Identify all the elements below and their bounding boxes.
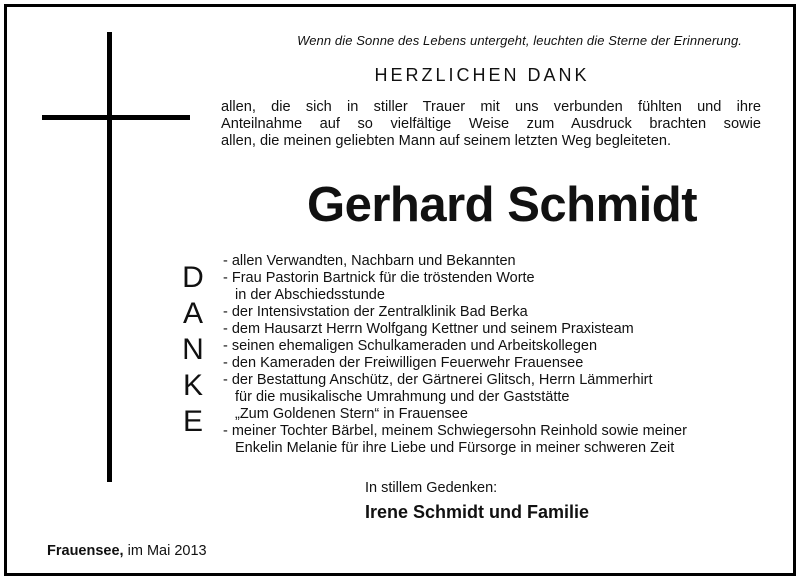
thanks-line: „Zum Goldenen Stern“ in Frauensee (235, 406, 468, 422)
thanks-line: in der Abschiedsstunde (235, 287, 385, 303)
signatories: Irene Schmidt und Familie (365, 502, 590, 522)
cross-icon-horizontal-bar (42, 115, 190, 120)
closing-text: In stillem Gedenken: (365, 480, 498, 496)
thanks-line: - den Kameraden der Freiwilligen Feuerwehr Frauensee (223, 355, 584, 371)
intro-line: allen, die meinen geliebten Mann auf seinem letzten Weg begleiteten. (221, 133, 671, 149)
thanks-line: für die musikalische Umrahmung und der Gaststätte (235, 389, 570, 405)
place-date (47, 543, 207, 559)
thanks-line: - allen Verwandten, Nachbarn und Bekannten (223, 253, 516, 269)
intro-line: allen, die sich in stiller Trauer mit uns verbunden fühlten und ihre (221, 99, 761, 115)
intro-line: Anteilnahme auf so vielfältige Weise zum Ausdruck brachten sowie (221, 116, 761, 132)
thanks-list (223, 253, 783, 457)
intro-text (221, 99, 761, 150)
motto: Wenn die Sonne des Lebens untergeht, leuchten die Sterne der Erinnerung. (297, 33, 742, 48)
thanks-line: - der Intensivstation der Zentralklinik Bad Berka (223, 304, 528, 320)
thanks-line: - Frau Pastorin Bartnick für die tröstenden Worte (223, 270, 535, 286)
thanks-line: - seinen ehemaligen Schulkameraden und Arbeitskollegen (223, 338, 598, 354)
thanks-line: - dem Hausarzt Herrn Wolfgang Kettner und seinem Praxisteam (223, 321, 634, 337)
deceased-name: Gerhard Schmidt (306, 178, 698, 232)
obituary-notice (4, 4, 796, 576)
side-word-letter: D (182, 261, 204, 294)
side-word-letter: A (182, 297, 203, 330)
place: Frauensee, (47, 543, 124, 559)
cross-icon-vertical-bar (107, 32, 112, 482)
thanks-line: - der Bestattung Anschütz, der Gärtnerei Glitsch, Herrn Lämmerhirt (223, 372, 653, 388)
side-word-letter: K (182, 369, 203, 402)
thanks-line: - meiner Tochter Bärbel, meinem Schwiegersohn Reinhold sowie meiner (223, 423, 687, 439)
side-word-letter: N (182, 333, 204, 366)
side-word (173, 260, 213, 440)
date: im Mai 2013 (127, 543, 207, 559)
thanks-line: Enkelin Melanie für ihre Liebe und Fürsorge in meiner schweren Zeit (235, 440, 675, 456)
heading: HERZLICHEN DANK (374, 65, 590, 85)
side-word-letter: E (182, 405, 203, 438)
